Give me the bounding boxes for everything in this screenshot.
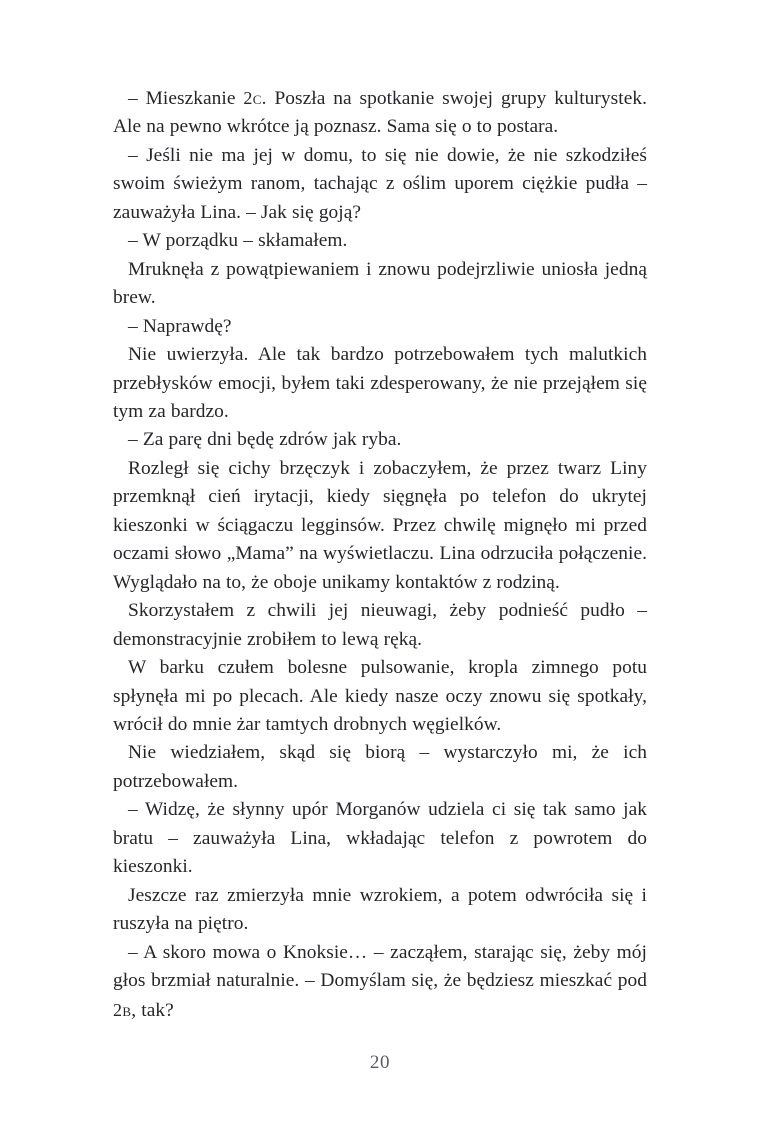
page-number: 20 (369, 1052, 391, 1073)
apartment-code-letter: 2b (113, 999, 132, 1020)
paragraph: W barku czułem bolesne pulsowanie, kropla zimnego potu spłynęła mi po plecach. Ale kiedy nasze oczy znowu się spotkały, wrócił do mnie żar tamtych drobnych węgielków. (113, 657, 647, 735)
paragraph: Skorzystałem z chwili jej nieuwagi, żeby podnieść pudło – demonstracyjnie zrobiłem to lewą ręką. (113, 600, 647, 650)
paragraph: – Za parę dni będę zdrów jak ryba. (128, 429, 402, 451)
paragraph: Rozległ się cichy brzęczyk i zobaczyłem, że przez twarz Liny przemknął cień irytacji, kiedy sięgnęła po telefon do ukrytej kieszonki w ściągaczu legginsów. Przez chwilę mignęło mi przed oczami słowo „Mama” na wyświetlaczu. Lina odrzuciła połączenie. Wyglądało na to, że oboje unikamy kontaktów z rodziną. (113, 457, 647, 593)
apartment-code-letter: 2c (243, 88, 262, 108)
page-text-block (113, 84, 647, 1025)
paragraph: – Widzę, że słynny upór Morganów udziela ci się tak samo jak bratu – zauważyła Lina, wkładając telefon z powrotem do kieszonki. (113, 799, 647, 878)
paragraph: – Mieszkanie 2c. Poszła na spotkanie swojej grupy kulturystek. Ale na pewno wkrótce ją poznasz. Sama się o to postara. (113, 88, 647, 138)
paragraph: Jeszcze raz zmierzyła mnie wzrokiem, a potem odwróciła się i ruszyła na piętro. (113, 884, 647, 935)
paragraph: Nie uwierzyła. Ale tak bardzo potrzebowałem tych malutkich przebłysków emocji, byłem taki zdesperowany, że nie przejąłem się tym za bardzo. (113, 344, 647, 422)
paragraph: Nie wiedziałem, skąd się biorą – wystarczyło mi, że ich potrzebowałem. (113, 742, 647, 792)
paragraph: – Naprawdę? (128, 315, 232, 337)
paragraph: – Jeśli nie ma jej w domu, to się nie dowie, że nie szkodziłeś swoim świeżym ranom, tachając z oślim uporem ciężkie pudła – zauważyła Lina. – Jak się goją? (113, 144, 647, 223)
paragraph: – W porządku – skłamałem. (128, 230, 348, 252)
paragraph: Mruknęła z powątpiewaniem i znowu podejrzliwie uniosła jedną brew. (113, 258, 647, 309)
paragraph: – A skoro mowa o Knoksie… – zacząłem, starając się, żeby mój głos brzmiał naturalnie. – Domyślam się, że będziesz mieszkać pod 2b, tak? (113, 941, 647, 1021)
